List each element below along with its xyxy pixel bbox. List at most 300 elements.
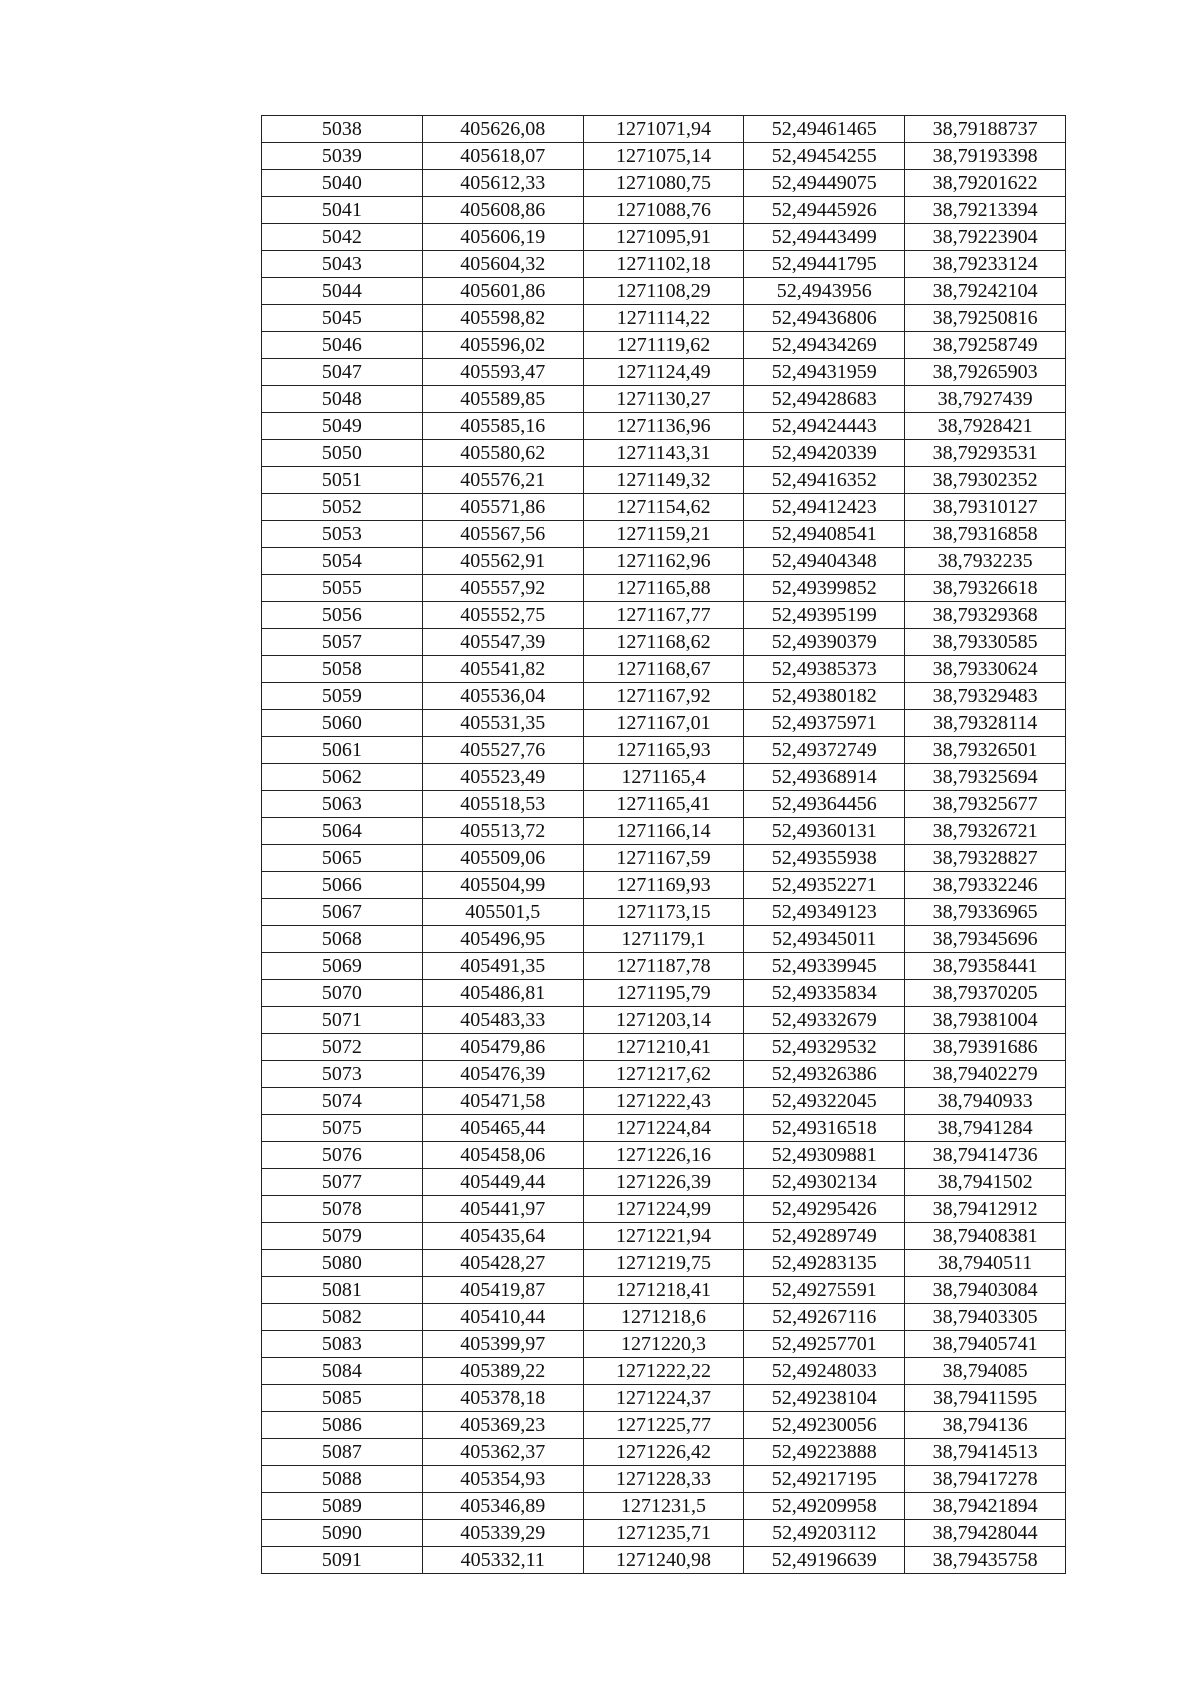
- latitude-cell: 52,49454255: [744, 143, 905, 170]
- longitude-cell: 38,79405741: [905, 1331, 1066, 1358]
- longitude-cell: 38,79250816: [905, 305, 1066, 332]
- table-row: [262, 521, 1066, 548]
- longitude-cell: 38,79330624: [905, 656, 1066, 683]
- y-coordinate-cell: 1271168,67: [583, 656, 744, 683]
- longitude-cell: 38,79258749: [905, 332, 1066, 359]
- longitude-cell: 38,79391686: [905, 1034, 1066, 1061]
- y-coordinate-cell: 1271095,91: [583, 224, 744, 251]
- point-number-cell: 5073: [262, 1061, 423, 1088]
- y-coordinate-cell: 1271222,43: [583, 1088, 744, 1115]
- longitude-cell: 38,79381004: [905, 1007, 1066, 1034]
- table-row: [262, 1493, 1066, 1520]
- longitude-cell: 38,79414736: [905, 1142, 1066, 1169]
- longitude-cell: 38,79193398: [905, 143, 1066, 170]
- point-number-cell: 5088: [262, 1466, 423, 1493]
- point-number-cell: 5067: [262, 899, 423, 926]
- x-coordinate-cell: 405571,86: [422, 494, 583, 521]
- table-row: [262, 494, 1066, 521]
- table-row: [262, 953, 1066, 980]
- longitude-cell: 38,79402279: [905, 1061, 1066, 1088]
- latitude-cell: 52,49395199: [744, 602, 905, 629]
- x-coordinate-cell: 405527,76: [422, 737, 583, 764]
- x-coordinate-cell: 405557,92: [422, 575, 583, 602]
- y-coordinate-cell: 1271240,98: [583, 1547, 744, 1574]
- y-coordinate-cell: 1271203,14: [583, 1007, 744, 1034]
- table-row: [262, 1304, 1066, 1331]
- longitude-cell: 38,79326721: [905, 818, 1066, 845]
- point-number-cell: 5061: [262, 737, 423, 764]
- latitude-cell: 52,49445926: [744, 197, 905, 224]
- point-number-cell: 5062: [262, 764, 423, 791]
- longitude-cell: 38,79411595: [905, 1385, 1066, 1412]
- point-number-cell: 5076: [262, 1142, 423, 1169]
- latitude-cell: 52,49352271: [744, 872, 905, 899]
- point-number-cell: 5084: [262, 1358, 423, 1385]
- point-number-cell: 5043: [262, 251, 423, 278]
- longitude-cell: 38,79302352: [905, 467, 1066, 494]
- point-number-cell: 5059: [262, 683, 423, 710]
- y-coordinate-cell: 1271210,41: [583, 1034, 744, 1061]
- table-row: [262, 1007, 1066, 1034]
- x-coordinate-cell: 405567,56: [422, 521, 583, 548]
- y-coordinate-cell: 1271224,99: [583, 1196, 744, 1223]
- longitude-cell: 38,7928421: [905, 413, 1066, 440]
- x-coordinate-cell: 405585,16: [422, 413, 583, 440]
- point-number-cell: 5047: [262, 359, 423, 386]
- latitude-cell: 52,49217195: [744, 1466, 905, 1493]
- point-number-cell: 5071: [262, 1007, 423, 1034]
- table-row: [262, 1196, 1066, 1223]
- table-row: [262, 764, 1066, 791]
- y-coordinate-cell: 1271195,79: [583, 980, 744, 1007]
- x-coordinate-cell: 405601,86: [422, 278, 583, 305]
- point-number-cell: 5053: [262, 521, 423, 548]
- point-number-cell: 5068: [262, 926, 423, 953]
- x-coordinate-cell: 405362,37: [422, 1439, 583, 1466]
- latitude-cell: 52,49267116: [744, 1304, 905, 1331]
- latitude-cell: 52,49209958: [744, 1493, 905, 1520]
- y-coordinate-cell: 1271169,93: [583, 872, 744, 899]
- y-coordinate-cell: 1271143,31: [583, 440, 744, 467]
- table-row: [262, 1412, 1066, 1439]
- point-number-cell: 5045: [262, 305, 423, 332]
- point-number-cell: 5055: [262, 575, 423, 602]
- y-coordinate-cell: 1271179,1: [583, 926, 744, 953]
- table-row: [262, 1277, 1066, 1304]
- latitude-cell: 52,49431959: [744, 359, 905, 386]
- table-row: [262, 440, 1066, 467]
- point-number-cell: 5049: [262, 413, 423, 440]
- y-coordinate-cell: 1271165,4: [583, 764, 744, 791]
- latitude-cell: 52,49368914: [744, 764, 905, 791]
- longitude-cell: 38,79336965: [905, 899, 1066, 926]
- table-row: [262, 1466, 1066, 1493]
- table-row: [262, 899, 1066, 926]
- point-number-cell: 5086: [262, 1412, 423, 1439]
- latitude-cell: 52,49408541: [744, 521, 905, 548]
- point-number-cell: 5038: [262, 116, 423, 143]
- x-coordinate-cell: 405562,91: [422, 548, 583, 575]
- x-coordinate-cell: 405604,32: [422, 251, 583, 278]
- latitude-cell: 52,49375971: [744, 710, 905, 737]
- point-number-cell: 5085: [262, 1385, 423, 1412]
- point-number-cell: 5042: [262, 224, 423, 251]
- latitude-cell: 52,49436806: [744, 305, 905, 332]
- longitude-cell: 38,79310127: [905, 494, 1066, 521]
- latitude-cell: 52,49326386: [744, 1061, 905, 1088]
- x-coordinate-cell: 405410,44: [422, 1304, 583, 1331]
- y-coordinate-cell: 1271124,49: [583, 359, 744, 386]
- latitude-cell: 52,49257701: [744, 1331, 905, 1358]
- point-number-cell: 5046: [262, 332, 423, 359]
- x-coordinate-cell: 405483,33: [422, 1007, 583, 1034]
- x-coordinate-cell: 405606,19: [422, 224, 583, 251]
- y-coordinate-cell: 1271167,01: [583, 710, 744, 737]
- y-coordinate-cell: 1271165,88: [583, 575, 744, 602]
- longitude-cell: 38,79325677: [905, 791, 1066, 818]
- table-row: [262, 359, 1066, 386]
- table-row: [262, 224, 1066, 251]
- latitude-cell: 52,49238104: [744, 1385, 905, 1412]
- latitude-cell: 52,49390379: [744, 629, 905, 656]
- y-coordinate-cell: 1271225,77: [583, 1412, 744, 1439]
- y-coordinate-cell: 1271224,37: [583, 1385, 744, 1412]
- point-number-cell: 5060: [262, 710, 423, 737]
- latitude-cell: 52,49283135: [744, 1250, 905, 1277]
- x-coordinate-cell: 405593,47: [422, 359, 583, 386]
- y-coordinate-cell: 1271088,76: [583, 197, 744, 224]
- y-coordinate-cell: 1271167,92: [583, 683, 744, 710]
- table-row: [262, 197, 1066, 224]
- latitude-cell: 52,49295426: [744, 1196, 905, 1223]
- y-coordinate-cell: 1271162,96: [583, 548, 744, 575]
- latitude-cell: 52,49443499: [744, 224, 905, 251]
- point-number-cell: 5056: [262, 602, 423, 629]
- y-coordinate-cell: 1271218,41: [583, 1277, 744, 1304]
- x-coordinate-cell: 405612,33: [422, 170, 583, 197]
- point-number-cell: 5091: [262, 1547, 423, 1574]
- point-number-cell: 5074: [262, 1088, 423, 1115]
- x-coordinate-cell: 405435,64: [422, 1223, 583, 1250]
- y-coordinate-cell: 1271154,62: [583, 494, 744, 521]
- y-coordinate-cell: 1271075,14: [583, 143, 744, 170]
- y-coordinate-cell: 1271080,75: [583, 170, 744, 197]
- y-coordinate-cell: 1271224,84: [583, 1115, 744, 1142]
- table-row: [262, 1169, 1066, 1196]
- table-row: [262, 1115, 1066, 1142]
- table-row: [262, 548, 1066, 575]
- longitude-cell: 38,79329368: [905, 602, 1066, 629]
- latitude-cell: 52,49434269: [744, 332, 905, 359]
- y-coordinate-cell: 1271130,27: [583, 386, 744, 413]
- table-row: [262, 737, 1066, 764]
- latitude-cell: 52,49385373: [744, 656, 905, 683]
- point-number-cell: 5039: [262, 143, 423, 170]
- y-coordinate-cell: 1271071,94: [583, 116, 744, 143]
- longitude-cell: 38,79332246: [905, 872, 1066, 899]
- latitude-cell: 52,49248033: [744, 1358, 905, 1385]
- point-number-cell: 5079: [262, 1223, 423, 1250]
- x-coordinate-cell: 405552,75: [422, 602, 583, 629]
- point-number-cell: 5066: [262, 872, 423, 899]
- longitude-cell: 38,79435758: [905, 1547, 1066, 1574]
- latitude-cell: 52,49441795: [744, 251, 905, 278]
- longitude-cell: 38,79412912: [905, 1196, 1066, 1223]
- table-row: [262, 1034, 1066, 1061]
- point-number-cell: 5057: [262, 629, 423, 656]
- x-coordinate-cell: 405479,86: [422, 1034, 583, 1061]
- longitude-cell: 38,79428044: [905, 1520, 1066, 1547]
- table-row: [262, 1520, 1066, 1547]
- latitude-cell: 52,49449075: [744, 170, 905, 197]
- longitude-cell: 38,79358441: [905, 953, 1066, 980]
- longitude-cell: 38,79408381: [905, 1223, 1066, 1250]
- latitude-cell: 52,49380182: [744, 683, 905, 710]
- table-row: [262, 116, 1066, 143]
- table-row: [262, 305, 1066, 332]
- point-number-cell: 5089: [262, 1493, 423, 1520]
- point-number-cell: 5052: [262, 494, 423, 521]
- y-coordinate-cell: 1271168,62: [583, 629, 744, 656]
- x-coordinate-cell: 405509,06: [422, 845, 583, 872]
- coordinates-table-body: [262, 116, 1066, 1574]
- x-coordinate-cell: 405513,72: [422, 818, 583, 845]
- y-coordinate-cell: 1271222,22: [583, 1358, 744, 1385]
- x-coordinate-cell: 405618,07: [422, 143, 583, 170]
- y-coordinate-cell: 1271167,77: [583, 602, 744, 629]
- y-coordinate-cell: 1271166,14: [583, 818, 744, 845]
- point-number-cell: 5044: [262, 278, 423, 305]
- y-coordinate-cell: 1271218,6: [583, 1304, 744, 1331]
- latitude-cell: 52,49322045: [744, 1088, 905, 1115]
- longitude-cell: 38,79201622: [905, 170, 1066, 197]
- x-coordinate-cell: 405369,23: [422, 1412, 583, 1439]
- x-coordinate-cell: 405589,85: [422, 386, 583, 413]
- x-coordinate-cell: 405501,5: [422, 899, 583, 926]
- y-coordinate-cell: 1271226,42: [583, 1439, 744, 1466]
- longitude-cell: 38,794085: [905, 1358, 1066, 1385]
- latitude-cell: 52,49309881: [744, 1142, 905, 1169]
- table-row: [262, 143, 1066, 170]
- table-row: [262, 1385, 1066, 1412]
- table-row: [262, 710, 1066, 737]
- table-row: [262, 1142, 1066, 1169]
- longitude-cell: 38,7941502: [905, 1169, 1066, 1196]
- latitude-cell: 52,49196639: [744, 1547, 905, 1574]
- table-row: [262, 1547, 1066, 1574]
- y-coordinate-cell: 1271235,71: [583, 1520, 744, 1547]
- longitude-cell: 38,79329483: [905, 683, 1066, 710]
- x-coordinate-cell: 405547,39: [422, 629, 583, 656]
- longitude-cell: 38,79403084: [905, 1277, 1066, 1304]
- x-coordinate-cell: 405339,29: [422, 1520, 583, 1547]
- table-row: [262, 926, 1066, 953]
- table-row: [262, 791, 1066, 818]
- y-coordinate-cell: 1271167,59: [583, 845, 744, 872]
- longitude-cell: 38,79293531: [905, 440, 1066, 467]
- longitude-cell: 38,79326501: [905, 737, 1066, 764]
- point-number-cell: 5054: [262, 548, 423, 575]
- longitude-cell: 38,794136: [905, 1412, 1066, 1439]
- y-coordinate-cell: 1271231,5: [583, 1493, 744, 1520]
- y-coordinate-cell: 1271173,15: [583, 899, 744, 926]
- longitude-cell: 38,7941284: [905, 1115, 1066, 1142]
- table-row: [262, 278, 1066, 305]
- x-coordinate-cell: 405523,49: [422, 764, 583, 791]
- point-number-cell: 5051: [262, 467, 423, 494]
- point-number-cell: 5090: [262, 1520, 423, 1547]
- point-number-cell: 5078: [262, 1196, 423, 1223]
- x-coordinate-cell: 405389,22: [422, 1358, 583, 1385]
- x-coordinate-cell: 405419,87: [422, 1277, 583, 1304]
- latitude-cell: 52,49404348: [744, 548, 905, 575]
- point-number-cell: 5077: [262, 1169, 423, 1196]
- longitude-cell: 38,7940511: [905, 1250, 1066, 1277]
- y-coordinate-cell: 1271165,41: [583, 791, 744, 818]
- x-coordinate-cell: 405576,21: [422, 467, 583, 494]
- point-number-cell: 5083: [262, 1331, 423, 1358]
- y-coordinate-cell: 1271228,33: [583, 1466, 744, 1493]
- x-coordinate-cell: 405504,99: [422, 872, 583, 899]
- x-coordinate-cell: 405596,02: [422, 332, 583, 359]
- latitude-cell: 52,49275591: [744, 1277, 905, 1304]
- x-coordinate-cell: 405541,82: [422, 656, 583, 683]
- x-coordinate-cell: 405608,86: [422, 197, 583, 224]
- point-number-cell: 5070: [262, 980, 423, 1007]
- table-row: [262, 467, 1066, 494]
- x-coordinate-cell: 405354,93: [422, 1466, 583, 1493]
- table-row: [262, 872, 1066, 899]
- longitude-cell: 38,7927439: [905, 386, 1066, 413]
- latitude-cell: 52,49339945: [744, 953, 905, 980]
- x-coordinate-cell: 405496,95: [422, 926, 583, 953]
- point-number-cell: 5082: [262, 1304, 423, 1331]
- longitude-cell: 38,79326618: [905, 575, 1066, 602]
- latitude-cell: 52,49349123: [744, 899, 905, 926]
- table-row: [262, 575, 1066, 602]
- x-coordinate-cell: 405531,35: [422, 710, 583, 737]
- latitude-cell: 52,49399852: [744, 575, 905, 602]
- table-row: [262, 1088, 1066, 1115]
- longitude-cell: 38,79188737: [905, 116, 1066, 143]
- table-row: [262, 1358, 1066, 1385]
- latitude-cell: 52,49420339: [744, 440, 905, 467]
- point-number-cell: 5048: [262, 386, 423, 413]
- y-coordinate-cell: 1271220,3: [583, 1331, 744, 1358]
- table-row: [262, 170, 1066, 197]
- table-row: [262, 1061, 1066, 1088]
- point-number-cell: 5075: [262, 1115, 423, 1142]
- y-coordinate-cell: 1271221,94: [583, 1223, 744, 1250]
- longitude-cell: 38,79421894: [905, 1493, 1066, 1520]
- x-coordinate-cell: 405449,44: [422, 1169, 583, 1196]
- latitude-cell: 52,49412423: [744, 494, 905, 521]
- y-coordinate-cell: 1271136,96: [583, 413, 744, 440]
- point-number-cell: 5063: [262, 791, 423, 818]
- table-row: [262, 1250, 1066, 1277]
- longitude-cell: 38,79370205: [905, 980, 1066, 1007]
- longitude-cell: 38,79325694: [905, 764, 1066, 791]
- latitude-cell: 52,49316518: [744, 1115, 905, 1142]
- table-row: [262, 629, 1066, 656]
- y-coordinate-cell: 1271217,62: [583, 1061, 744, 1088]
- x-coordinate-cell: 405476,39: [422, 1061, 583, 1088]
- y-coordinate-cell: 1271102,18: [583, 251, 744, 278]
- latitude-cell: 52,49428683: [744, 386, 905, 413]
- longitude-cell: 38,79414513: [905, 1439, 1066, 1466]
- point-number-cell: 5050: [262, 440, 423, 467]
- point-number-cell: 5040: [262, 170, 423, 197]
- table-row: [262, 818, 1066, 845]
- latitude-cell: 52,49203112: [744, 1520, 905, 1547]
- y-coordinate-cell: 1271226,39: [583, 1169, 744, 1196]
- point-number-cell: 5080: [262, 1250, 423, 1277]
- point-number-cell: 5087: [262, 1439, 423, 1466]
- longitude-cell: 38,79316858: [905, 521, 1066, 548]
- latitude-cell: 52,49461465: [744, 116, 905, 143]
- y-coordinate-cell: 1271108,29: [583, 278, 744, 305]
- x-coordinate-cell: 405580,62: [422, 440, 583, 467]
- latitude-cell: 52,49335834: [744, 980, 905, 1007]
- x-coordinate-cell: 405598,82: [422, 305, 583, 332]
- table-row: [262, 980, 1066, 1007]
- y-coordinate-cell: 1271187,78: [583, 953, 744, 980]
- longitude-cell: 38,79328827: [905, 845, 1066, 872]
- table-row: [262, 1223, 1066, 1250]
- y-coordinate-cell: 1271159,21: [583, 521, 744, 548]
- latitude-cell: 52,49230056: [744, 1412, 905, 1439]
- x-coordinate-cell: 405536,04: [422, 683, 583, 710]
- y-coordinate-cell: 1271219,75: [583, 1250, 744, 1277]
- latitude-cell: 52,49302134: [744, 1169, 905, 1196]
- longitude-cell: 38,79265903: [905, 359, 1066, 386]
- longitude-cell: 38,7932235: [905, 548, 1066, 575]
- x-coordinate-cell: 405332,11: [422, 1547, 583, 1574]
- x-coordinate-cell: 405626,08: [422, 116, 583, 143]
- y-coordinate-cell: 1271149,32: [583, 467, 744, 494]
- table-row: [262, 413, 1066, 440]
- table-row: [262, 845, 1066, 872]
- point-number-cell: 5069: [262, 953, 423, 980]
- y-coordinate-cell: 1271114,22: [583, 305, 744, 332]
- longitude-cell: 38,79330585: [905, 629, 1066, 656]
- table-row: [262, 386, 1066, 413]
- latitude-cell: 52,49345011: [744, 926, 905, 953]
- point-number-cell: 5072: [262, 1034, 423, 1061]
- y-coordinate-cell: 1271226,16: [583, 1142, 744, 1169]
- x-coordinate-cell: 405491,35: [422, 953, 583, 980]
- longitude-cell: 38,79345696: [905, 926, 1066, 953]
- latitude-cell: 52,49372749: [744, 737, 905, 764]
- latitude-cell: 52,49289749: [744, 1223, 905, 1250]
- coordinates-table: [261, 115, 1066, 1574]
- x-coordinate-cell: 405458,06: [422, 1142, 583, 1169]
- latitude-cell: 52,49329532: [744, 1034, 905, 1061]
- x-coordinate-cell: 405428,27: [422, 1250, 583, 1277]
- latitude-cell: 52,49424443: [744, 413, 905, 440]
- x-coordinate-cell: 405441,97: [422, 1196, 583, 1223]
- x-coordinate-cell: 405486,81: [422, 980, 583, 1007]
- x-coordinate-cell: 405378,18: [422, 1385, 583, 1412]
- longitude-cell: 38,79242104: [905, 278, 1066, 305]
- latitude-cell: 52,49223888: [744, 1439, 905, 1466]
- x-coordinate-cell: 405346,89: [422, 1493, 583, 1520]
- y-coordinate-cell: 1271165,93: [583, 737, 744, 764]
- x-coordinate-cell: 405518,53: [422, 791, 583, 818]
- x-coordinate-cell: 405471,58: [422, 1088, 583, 1115]
- point-number-cell: 5041: [262, 197, 423, 224]
- table-row: [262, 1439, 1066, 1466]
